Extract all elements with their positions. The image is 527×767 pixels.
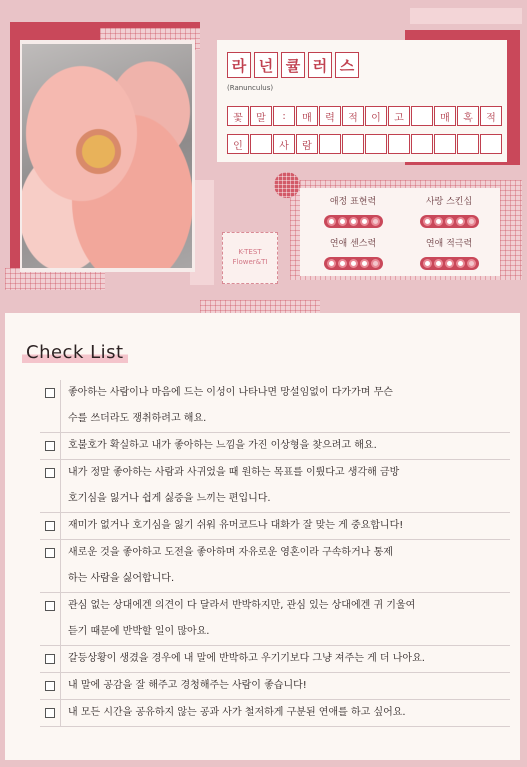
checkbox[interactable] xyxy=(45,681,55,691)
name-card xyxy=(217,40,507,162)
checkbox[interactable] xyxy=(45,708,55,718)
item-text: 호불호가 확실하고 내가 좋아하는 느낌을 가진 이상형을 찾으려고 해요. xyxy=(68,440,377,451)
grid-cell xyxy=(365,134,387,154)
list-item xyxy=(40,433,510,460)
rating-dot xyxy=(360,217,369,226)
checkbox[interactable] xyxy=(45,441,55,451)
checkbox[interactable] xyxy=(45,654,55,664)
item-text: 내가 정말 좋아하는 사람과 사귀었을 때 원하는 목표를 이뤘다고 생각해 금방 xyxy=(68,467,400,478)
rating-dot xyxy=(338,217,347,226)
rating-dot xyxy=(423,259,432,268)
item-text: 재미가 없거나 호기심을 잃기 쉬워 유머코드나 대화가 잘 맞는 게 중요합니다! xyxy=(68,520,404,531)
rating-dot xyxy=(360,259,369,268)
list-item xyxy=(40,673,510,700)
list-item xyxy=(40,540,510,593)
item-text: 내 모든 시간을 공유하지 않는 공과 사가 철저하게 구분된 연애를 하고 싶어요. xyxy=(68,707,406,718)
stats-card xyxy=(300,188,500,276)
latin-name: (Ranunculus) xyxy=(227,84,274,92)
title-char: 넌 xyxy=(254,52,278,78)
checkered-circle-sticker xyxy=(274,172,300,198)
grid-cell xyxy=(342,134,364,154)
grid-cell xyxy=(319,134,341,154)
rating-dot xyxy=(423,217,432,226)
stamp-line1: K-TEST xyxy=(238,248,262,257)
stamp-line2: Flower&TI xyxy=(232,258,268,266)
item-text: 새로운 것을 좋아하고 도전을 좋아하며 자유로운 영혼이라 구속하거나 통제 xyxy=(68,547,393,558)
rating-dot xyxy=(371,259,380,268)
rating-dot xyxy=(349,259,358,268)
checkbox[interactable] xyxy=(45,521,55,531)
rating-dot xyxy=(327,259,336,268)
title-char: 큘 xyxy=(281,52,305,78)
stat-skinship xyxy=(404,194,494,230)
list-item xyxy=(40,460,510,513)
grid-cell: 매 xyxy=(296,106,318,126)
rating-dot xyxy=(338,259,347,268)
rating-dot xyxy=(467,259,476,268)
rating-dot xyxy=(456,259,465,268)
rating-dot xyxy=(467,217,476,226)
brand-stamp xyxy=(222,232,278,284)
checkbox[interactable] xyxy=(45,601,55,611)
pink-tape-top-right xyxy=(410,8,522,24)
grid-cell: 력 xyxy=(319,106,341,126)
stat-label: 애정 표현력 xyxy=(329,197,377,207)
grid-cell: : xyxy=(273,106,295,126)
title-char: 라 xyxy=(227,52,251,78)
list-item xyxy=(40,513,510,540)
grid-cell xyxy=(457,134,479,154)
grid-cell: 혹 xyxy=(457,106,479,126)
ranunculus-photo xyxy=(22,44,192,268)
item-text: 내 말에 공감을 잘 해주고 경청해주는 사람이 좋습니다! xyxy=(68,680,307,691)
grid-cell: 고 xyxy=(388,106,410,126)
title-char: 스 xyxy=(335,52,359,78)
checkbox[interactable] xyxy=(45,468,55,478)
checkbox[interactable] xyxy=(45,548,55,558)
rating-dot xyxy=(456,217,465,226)
stat-label: 연애 적극력 xyxy=(425,239,473,249)
stat-label: 사랑 스킨십 xyxy=(425,197,473,207)
grid-cell: 매 xyxy=(434,106,456,126)
item-text: 좋아하는 사람이나 마음에 드는 이성이 나타나면 망설임없이 다가가며 무슨 xyxy=(68,387,393,398)
list-item xyxy=(40,700,510,727)
grid-cell xyxy=(411,134,433,154)
grid-cell: 이 xyxy=(365,106,387,126)
grid-cell xyxy=(411,106,433,126)
stat-affection xyxy=(308,194,398,230)
rating-dot xyxy=(371,217,380,226)
item-text-line2: 수를 쓰더라도 쟁취하려고 해요. xyxy=(68,413,207,424)
item-text-line2: 하는 사람을 싫어합니다. xyxy=(68,573,175,584)
grid-cell: 적 xyxy=(342,106,364,126)
grid-cell: 말 xyxy=(250,106,272,126)
grid-cell xyxy=(250,134,272,154)
flower-word-row2 xyxy=(227,134,503,154)
rating-dot xyxy=(349,217,358,226)
stat-rating xyxy=(420,215,479,228)
list-item xyxy=(40,593,510,646)
rating-dot xyxy=(445,217,454,226)
stat-rating xyxy=(324,215,383,228)
item-text-line2: 호기심을 잃거나 쉽게 싫증을 느끼는 편입니다. xyxy=(68,493,271,504)
flower-word-row1 xyxy=(227,106,503,126)
grid-cell: 람 xyxy=(296,134,318,154)
stat-sense xyxy=(308,236,398,272)
list-item xyxy=(40,380,510,433)
grid-cell: 적 xyxy=(480,106,502,126)
flower-title xyxy=(227,52,362,78)
rating-dot xyxy=(327,217,336,226)
grid-cell xyxy=(480,134,502,154)
stat-proactive xyxy=(404,236,494,272)
rating-dot xyxy=(434,259,443,268)
checklist-title: Check List xyxy=(22,342,128,363)
grid-cell xyxy=(388,134,410,154)
checkbox[interactable] xyxy=(45,388,55,398)
grid-cell xyxy=(434,134,456,154)
checklist xyxy=(40,380,510,727)
rating-dot xyxy=(434,217,443,226)
title-char: 러 xyxy=(308,52,332,78)
grid-cell: 꽃 xyxy=(227,106,249,126)
item-text-line2: 듣기 때문에 반박할 일이 많아요. xyxy=(68,626,210,637)
stat-rating xyxy=(420,257,479,270)
stat-label: 연애 센스력 xyxy=(329,239,377,249)
item-text: 관심 없는 상대에겐 의견이 다 달라서 반박하지만, 관심 있는 상대에겐 귀 기울여 xyxy=(68,600,416,611)
rating-dot xyxy=(445,259,454,268)
item-text: 갈등상황이 생겼을 경우에 내 말에 반박하고 우기기보다 그냥 져주는 게 더 나아요. xyxy=(68,653,425,664)
grid-cell: 사 xyxy=(273,134,295,154)
grid-cell: 인 xyxy=(227,134,249,154)
list-item xyxy=(40,646,510,673)
stat-rating xyxy=(324,257,383,270)
